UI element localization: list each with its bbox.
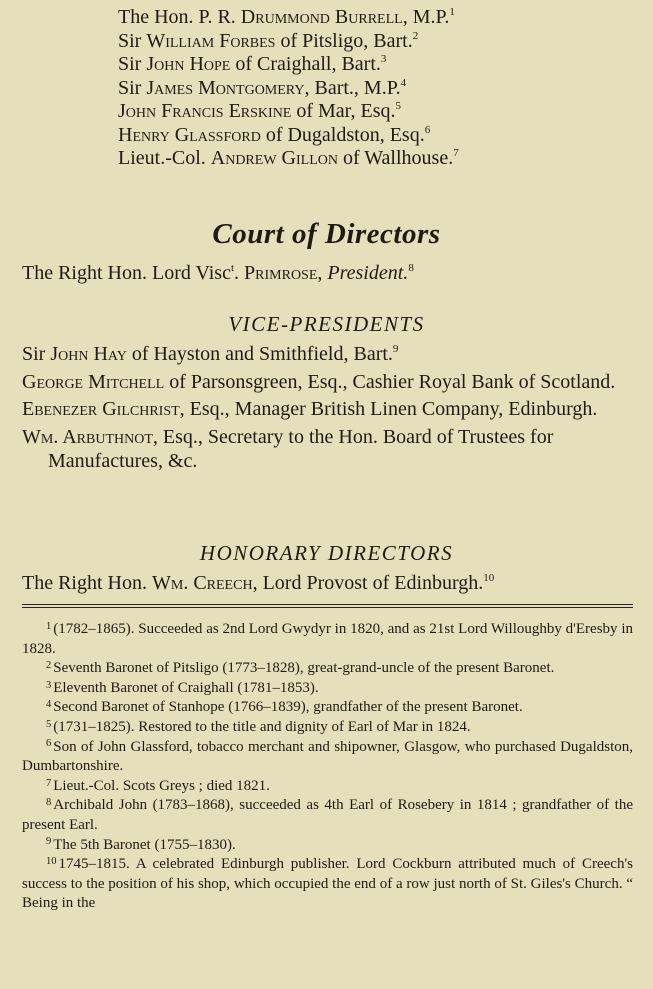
footnote-divider	[22, 604, 633, 605]
footnote	[22, 796, 633, 835]
abbrev-dot: .	[234, 262, 245, 284]
footnotes	[22, 620, 633, 914]
patron-suffix: of Wallhouse.	[337, 147, 454, 169]
vice-presidents-list	[22, 342, 637, 477]
patron-name: James Montgomery	[146, 76, 305, 99]
vice-president-entry	[22, 397, 637, 422]
president-entry	[22, 262, 414, 285]
vice-president-entry	[22, 425, 637, 474]
vice-presidents-heading: VICE-PRESIDENTS	[228, 312, 425, 336]
hd-suffix: , Lord Provost of Edinburgh.	[252, 572, 484, 594]
footnote	[22, 777, 633, 797]
footnote	[22, 679, 633, 699]
court-of-directors-heading: Court of Directors	[212, 218, 441, 250]
footnote-divider	[22, 607, 633, 608]
patron-suffix: of Mar, Esq.	[291, 100, 396, 122]
patron-entry	[118, 77, 459, 101]
patron-suffix: of Pitsligo, Bart.	[275, 29, 413, 52]
footnote	[22, 698, 633, 718]
footnote	[22, 620, 633, 659]
hd-prefix: The Right Hon.	[22, 572, 152, 594]
footnote	[22, 718, 633, 738]
hd-name: Wm. Creech	[152, 572, 253, 594]
footnote-marker: 3	[380, 52, 387, 65]
superscript-t: t	[230, 261, 235, 274]
footnote-number: 7	[46, 777, 52, 789]
footnote-marker: 5	[395, 99, 402, 112]
footnote-text: Archibald John (1783–1868), succeeded as 4th Earl of Rosebery in 1814 ; grandfather of the present Earl.	[22, 797, 633, 833]
vp-suffix: , Esq., Manager British Linen Company, Edinburgh.	[179, 398, 598, 420]
patron-prefix: Sir	[118, 76, 147, 99]
patron-entry	[118, 100, 459, 124]
patron-name: William Forbes	[146, 29, 276, 52]
patron-entry	[118, 124, 459, 148]
patron-name: Henry Glassford	[118, 123, 261, 146]
footnote	[22, 738, 633, 777]
footnote-text: (1782–1865). Succeeded as 2nd Lord Gwydyr in 1820, and as 21st Lord Willoughby d'Eresby in 1828.	[22, 621, 633, 657]
patron-suffix: of Dugaldston, Esq.	[260, 123, 425, 146]
vice-president-entry	[22, 342, 637, 367]
patron-entry	[118, 53, 459, 77]
patron-entry	[118, 147, 459, 171]
footnote-text: Son of John Glassford, tobacco merchant and shipowner, Glasgow, who purchased Dugaldston, Dumbartonshire.	[22, 738, 633, 775]
footnote-text: 1745–1815. A celebrated Edinburgh publisher. Lord Cockburn attributed much of Creech's success to the position of his shop, which occupied the end of a row just north of St. Giles's Church. “ Being in the	[22, 856, 633, 912]
footnote-marker: 10	[483, 571, 495, 584]
patron-name: John Hope	[146, 53, 231, 75]
patron-prefix: Sir	[118, 53, 147, 75]
footnote-number: 9	[46, 836, 52, 848]
vp-suffix: of Hayston and Smithfield, Bart.	[126, 343, 393, 365]
footnote-number: 5	[46, 718, 52, 730]
patron-prefix: The Hon. P. R.	[118, 6, 241, 28]
vp-prefix: Sir	[22, 343, 51, 365]
vice-president-entry	[22, 370, 637, 395]
footnote-marker: 4	[400, 76, 407, 89]
vp-name: John Hay	[50, 343, 127, 365]
footnote-number: 2	[46, 660, 52, 671]
patron-entry	[118, 6, 459, 30]
president-prefix: The Right Hon. Lord Visc	[22, 262, 231, 284]
footnote-marker: 7	[453, 146, 459, 159]
president-name: Primrose	[244, 262, 318, 284]
footnote-marker: 2	[412, 29, 419, 42]
honorary-director-entry	[22, 572, 494, 595]
separator: ,	[317, 262, 328, 284]
patron-suffix: , Bart., M.P.	[304, 76, 401, 99]
footnote-marker: 9	[392, 342, 399, 355]
patron-name: Andrew Gillon	[210, 147, 338, 169]
footnote-text: Second Baronet of Stanhope (1766–1839), grandfather of the present Baronet.	[53, 699, 523, 716]
footnote-number: 6	[46, 738, 52, 750]
patrons-list	[118, 6, 459, 171]
footnote-number: 1	[46, 620, 52, 632]
footnote-number: 4	[46, 699, 52, 711]
footnote-number: 8	[46, 797, 52, 809]
footnote	[22, 836, 633, 856]
vp-name: Ebenezer Gilchrist	[22, 398, 180, 420]
footnote-marker: 8	[408, 261, 414, 274]
footnote-number: 10	[46, 855, 57, 867]
patron-prefix: Sir	[118, 29, 147, 52]
patron-prefix: Lieut.-Col.	[118, 147, 211, 169]
patron-suffix: of Craighall, Bart.	[230, 53, 381, 75]
honorary-directors-heading: HONORARY DIRECTORS	[199, 541, 454, 565]
footnote-text: Eleventh Baronet of Craighall (1781–1853).	[53, 679, 319, 696]
footnote-number: 3	[46, 679, 52, 691]
vp-suffix: , Esq., Secretary to the Hon. Board of Trustees for Manufactures, &c.	[48, 425, 554, 472]
footnote-text: Lieut.-Col. Scots Greys ; died 1821.	[53, 777, 270, 794]
footnote	[22, 659, 633, 679]
vp-suffix: of Parsonsgreen, Esq., Cashier Royal Bank of Scotland.	[164, 370, 616, 393]
footnote	[22, 855, 633, 914]
footnote-text: The 5th Baronet (1755–1830).	[53, 836, 236, 853]
footnote-text: (1731–1825). Restored to the title and dignity of Earl of Mar in 1824.	[53, 718, 471, 735]
patron-entry	[118, 30, 459, 54]
vp-name: Wm. Arbuthnot	[22, 425, 153, 448]
president-title: President.	[327, 262, 409, 284]
patron-name: John Francis Erskine	[118, 100, 292, 122]
footnote-marker: 6	[424, 123, 431, 136]
footnote-text: Seventh Baronet of Pitsligo (1773–1828), great-grand-uncle of the present Baronet.	[53, 660, 555, 677]
patron-name: Drummond Burrell	[240, 6, 403, 28]
vp-name: George Mitchell	[22, 370, 165, 393]
footnote-marker: 1	[449, 5, 455, 18]
patron-suffix: , M.P.	[402, 6, 450, 28]
